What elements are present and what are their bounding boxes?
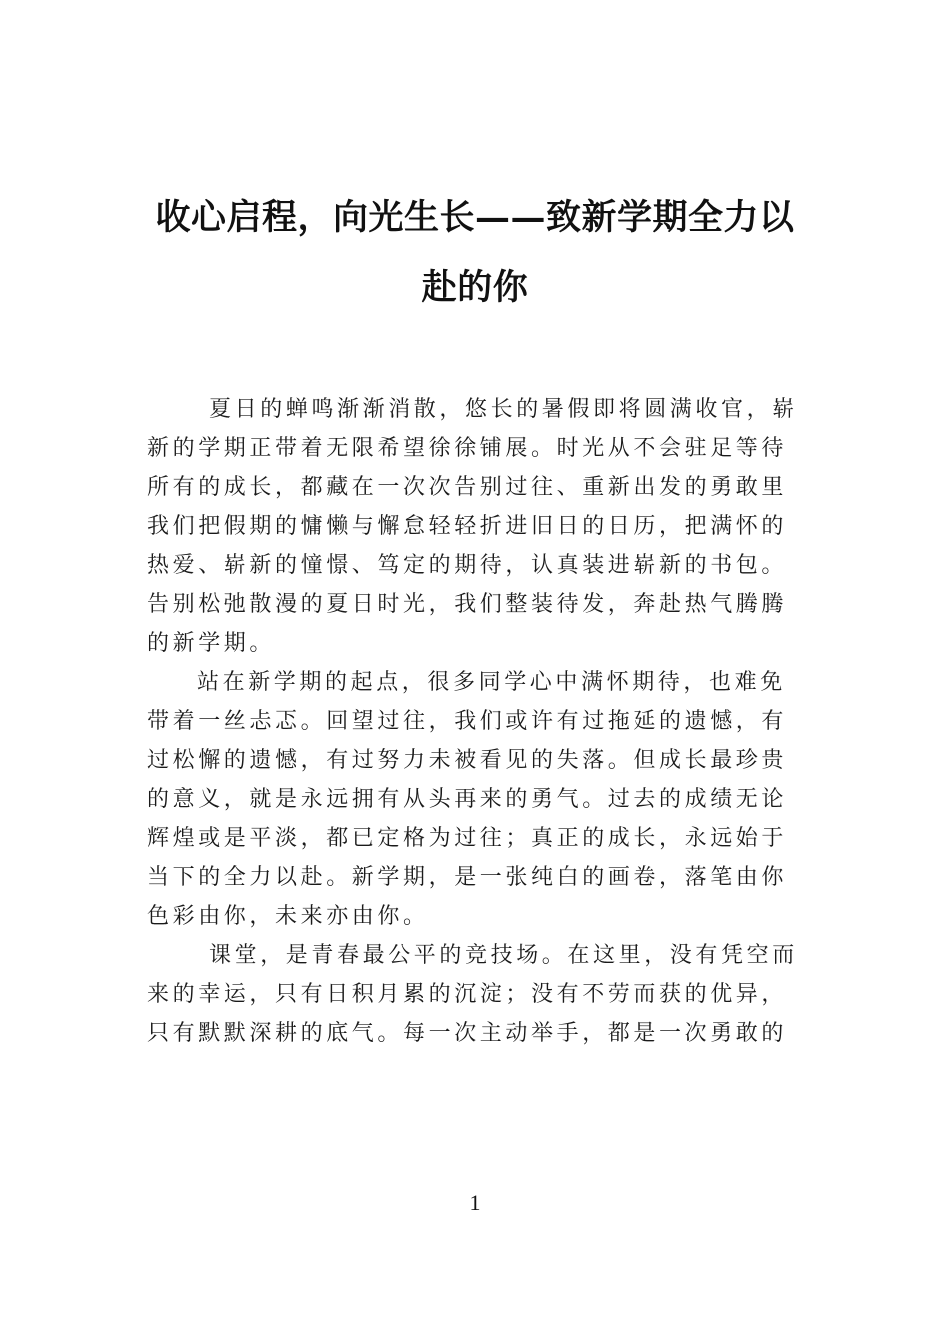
document-title-line-1: 收心启程，向光生长——致新学期全力以 [155,197,795,238]
body-line: 的新学期。 [147,631,276,656]
body-line: 所有的成长，都藏在一次次告别过往、重新出发的勇敢里 [147,475,788,500]
body-line: 过松懈的遗憾，有过努力未被看见的失落。但成长最珍贵 [147,748,788,773]
body-line: 的意义，就是永远拥有从头再来的勇气。过去的成绩无论 [147,787,788,812]
body-line: 来的幸运，只有日积月累的沉淀；没有不劳而获的优异， [147,982,788,1007]
body-line: 我们把假期的慵懒与懈怠轻轻折进旧日的日历，把满怀的 [147,514,788,539]
body-line: 热爱、崭新的憧憬、笃定的期待，认真装进崭新的书包。 [147,553,788,578]
body-line: 辉煌或是平淡，都已定格为过往；真正的成长，永远始于 [147,826,788,851]
body-line: 告别松弛散漫的夏日时光，我们整装待发，奔赴热气腾腾 [147,592,788,617]
body-line: 夏日的蝉鸣渐渐消散，悠长的暑假即将圆满收官，崭 [209,397,798,422]
body-line: 课堂，是青春最公平的竞技场。在这里，没有凭空而 [209,943,798,968]
body-line: 站在新学期的起点，很多同学心中满怀期待，也难免 [197,670,786,695]
body-line: 带着一丝忐忑。回望过往，我们或许有过拖延的遗憾，有 [147,709,788,734]
document-title-line-2: 赴的你 [421,267,529,308]
body-line: 新的学期正带着无限希望徐徐铺展。时光从不会驻足等待 [147,436,788,461]
body-line: 只有默默深耕的底气。每一次主动举手，都是一次勇敢的 [147,1021,788,1046]
page-number: 1 [469,1190,481,1215]
body-line: 色彩由你，未来亦由你。 [147,904,429,929]
body-line: 当下的全力以赴。新学期，是一张纯白的画卷，落笔由你 [147,865,788,890]
